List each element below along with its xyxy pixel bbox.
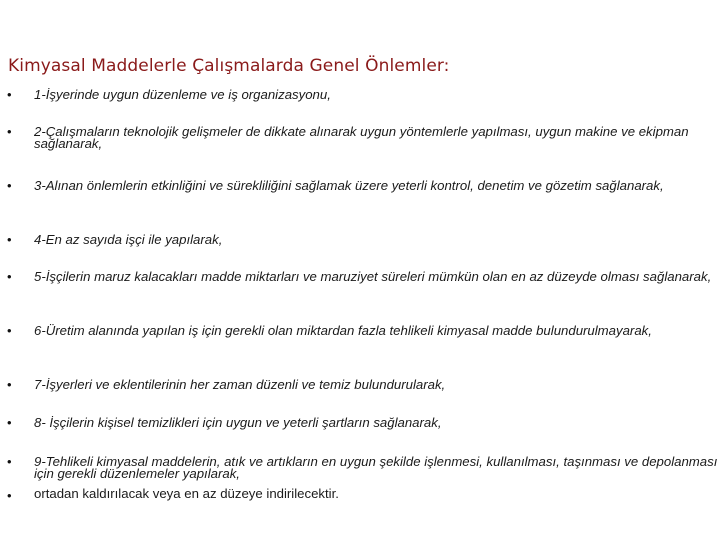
bullet-icon: • xyxy=(7,415,12,430)
bullet-icon: • xyxy=(7,232,12,247)
list-item-text: 8- İşçilerin kişisel temizlikleri için uygun ve yeterli şartların sağlanarak, xyxy=(34,415,442,430)
closing-line: ortadan kaldırılacak veya en az düzeye indirilecektir. xyxy=(34,486,339,501)
bullet-icon: • xyxy=(7,178,12,193)
bullet-icon: • xyxy=(7,87,12,102)
list-item-text: 7-İşyerleri ve eklentilerinin her zaman düzenli ve temiz bulundurularak, xyxy=(34,377,446,392)
bullet-icon: • xyxy=(7,454,12,469)
bullet-icon: • xyxy=(7,269,12,284)
page-title: Kimyasal Maddelerle Çalışmalarda Genel Önlemler: xyxy=(8,56,450,76)
list-item-text: 1-İşyerinde uygun düzenleme ve iş organizasyonu, xyxy=(34,87,331,102)
bullet-icon: • xyxy=(7,323,12,338)
list-item-text: 9-Tehlikeli kimyasal maddelerin, atık ve artıkların en uygun şekilde işlenmesi, kullanılması, taşınması ve depolanması için gerekli düzenlemeler yapılarak, xyxy=(34,454,718,481)
list-item-text: 4-En az sayıda işçi ile yapılarak, xyxy=(34,232,223,247)
list-item-text: 6-Üretim alanında yapılan iş için gerekli olan miktardan fazla tehlikeli kimyasal madde bulundurulmayarak, xyxy=(34,323,652,338)
list-item-text: 2-Çalışmaların teknolojik gelişmeler de dikkate alınarak uygun yöntemlerle yapılması, uygun makine ve ekipman sağlanarak, xyxy=(34,124,689,151)
list-item-text: 3-Alınan önlemlerin etkinliğini ve sürekliliğini sağlamak üzere yeterli kontrol, denetim ve gözetim sağlanarak, xyxy=(34,178,664,193)
bullet-icon: • xyxy=(7,124,12,139)
bullet-icon: • xyxy=(7,488,12,503)
list-item-text: 5-İşçilerin maruz kalacakları madde miktarları ve maruziyet süreleri mümkün olan en az düzeyde olması sağlanarak, xyxy=(34,269,712,284)
bullet-icon: • xyxy=(7,377,12,392)
